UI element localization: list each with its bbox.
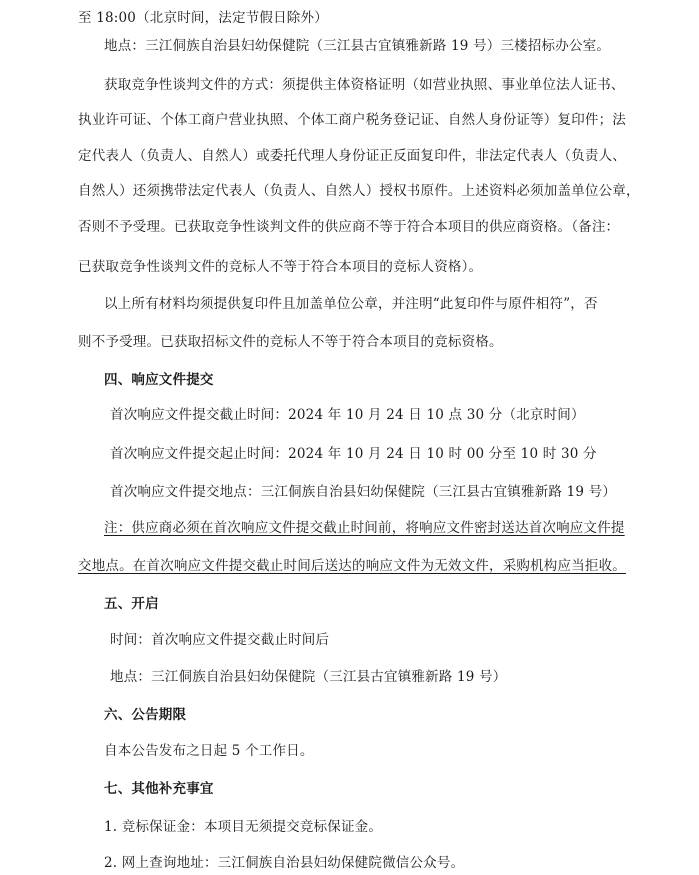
list-item: 2. 网上查询地址：三江侗族自治县妇幼保健院微信公众号。 xyxy=(104,855,465,871)
text-line: 以上所有材料均须提供复印件且加盖单位公章，并注明“此复印件与原件相符”，否 xyxy=(104,296,598,312)
text-line: 执业许可证、个体工商户营业执照、个体工商户税务登记证、自然人身份证等）复印件；法 xyxy=(78,112,626,128)
text-line: 否则不予受理。已获取竞争性谈判文件的供应商不等于符合本项目的供应商资格。（备注： xyxy=(78,219,620,235)
text-line: 则不予受理。已获取招标文件的竞标人不等于符合本项目的竞标资格。 xyxy=(78,334,503,350)
text-line: 首次响应文件提交截止时间：2024 年 10 月 24 日 10 点 30 分（北京时间） xyxy=(110,407,585,423)
text-line: 定代表人（负责人、自然人）或委托代理人身份证正反面复印件，非法定代表人（负责人、 xyxy=(78,148,626,164)
section-heading: 七、其他补充事宜 xyxy=(104,781,214,797)
text-line: 至 18:00（北京时间，法定节假日除外） xyxy=(78,10,328,26)
text-line: 首次响应文件提交地点：三江侗族自治县妇幼保健院（三江县古宜镇雅新路 19 号） xyxy=(110,484,617,500)
text-line: 地点：三江侗族自治县妇幼保健院（三江县古宜镇雅新路 19 号）三楼招标办公室。 xyxy=(104,38,611,54)
text-line: 首次响应文件提交起止时间：2024 年 10 月 24 日 10 时 00 分至 10 时 30 分 xyxy=(110,446,597,462)
underlined-note: 交地点。在首次响应文件提交截止时间后送达的响应文件为无效文件，采购机构应当拒收。 xyxy=(78,558,626,574)
section-heading: 五、开启 xyxy=(104,596,159,612)
list-item: 1. 竞标保证金：本项目无须提交竞标保证金。 xyxy=(104,819,383,835)
text-line: 已获取竞争性谈判文件的竞标人不等于符合本项目的竞标人资格）。 xyxy=(78,259,483,275)
text-line: 获取竞争性谈判文件的方式：须提供主体资格证明（如营业执照、事业单位法人证书、 xyxy=(104,77,625,93)
text-line: 自本公告发布之日起 5 个工作日。 xyxy=(104,743,314,759)
text-line: 时间：首次响应文件提交截止时间后 xyxy=(110,632,330,648)
section-heading: 四、响应文件提交 xyxy=(104,372,214,388)
section-heading: 六、公告期限 xyxy=(104,707,187,723)
underlined-note: 注：供应商必须在首次响应文件提交截止时间前，将响应文件密封送达首次响应文件提 xyxy=(104,520,625,536)
text-line: 自然人）还须携带法定代表人（负责人、自然人）授权书原件。上述资料必须加盖单位公章， xyxy=(78,183,640,199)
text-line: 地点：三江侗族自治县妇幼保健院（三江县古宜镇雅新路 19 号） xyxy=(110,669,507,685)
